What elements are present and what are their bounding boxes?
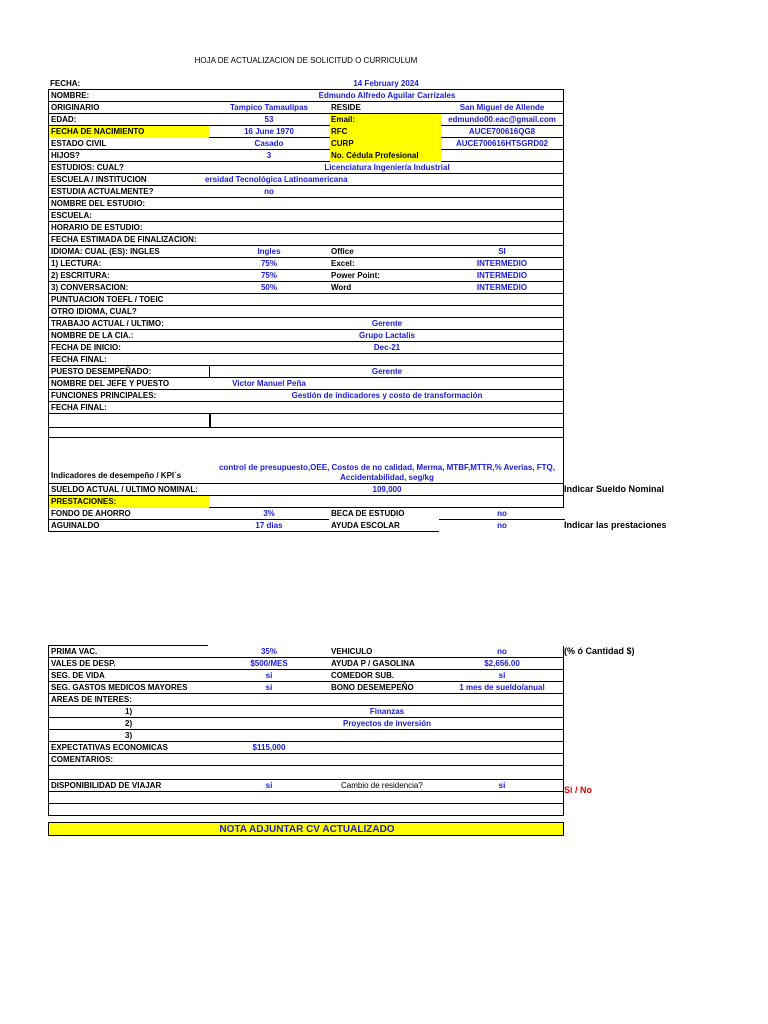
label-nombre: NOMBRE:: [51, 91, 90, 100]
row-nombre-estudio: [48, 198, 564, 210]
row-viajar: [48, 780, 564, 792]
value-edad[interactable]: 53: [264, 115, 274, 124]
value-lectura[interactable]: 75%: [260, 259, 277, 268]
row-idioma: [48, 246, 564, 258]
label-estudia: ESTUDIA ACTUALMENTE?: [51, 187, 154, 196]
label-email: Email:: [330, 114, 441, 126]
label-area2: 2): [125, 719, 133, 728]
value-viajar[interactable]: si: [265, 781, 273, 790]
row-nacimiento: [48, 126, 564, 138]
label-puesto: PUESTO DESEMPEÑADO:: [51, 367, 152, 376]
row-finalizacion: [48, 234, 564, 246]
value-vales[interactable]: $500/MES: [250, 659, 288, 668]
row-estudia: [48, 186, 564, 198]
value-area2[interactable]: Proyectos de inversión: [342, 719, 432, 728]
row-gastos: [48, 682, 564, 694]
label-nacimiento: FECHA DE NACIMIENTO: [49, 126, 209, 138]
label-gasolina: AYUDA P / GASOLINA: [331, 659, 415, 668]
label-civil: ESTADO CIVIL: [51, 139, 107, 148]
label-fecha: FECHA:: [50, 79, 81, 88]
form-table-bottom: [48, 646, 564, 836]
value-puesto[interactable]: Gerente: [371, 367, 403, 376]
row-jefe: [48, 378, 564, 390]
value-aguinaldo[interactable]: 17 dias: [255, 521, 283, 530]
value-civil[interactable]: Casado: [254, 139, 284, 148]
side-note-prestaciones: Indicar las prestaciones: [564, 520, 667, 530]
label-residencia: Cambio de residencia?: [341, 781, 423, 790]
row-escuela: [48, 174, 564, 186]
row-vales: [48, 658, 564, 670]
value-nombre[interactable]: Edmundo Alfredo Aguilar Carrizales: [318, 91, 456, 100]
row-blank4: [48, 792, 564, 804]
row-area1: [48, 706, 564, 718]
label-idioma: IDIOMA: CUAL (ES): INGLES: [51, 247, 160, 256]
row-aguinaldo: [48, 520, 564, 532]
label-gastos: SEG. GASTOS MEDICOS MAYORES: [51, 683, 188, 692]
value-originario[interactable]: Tampico Tamaulipas: [230, 103, 308, 112]
value-rfc[interactable]: AUCE700616QG8: [468, 127, 536, 136]
value-gastos[interactable]: si: [265, 683, 273, 692]
label-word: Word: [331, 283, 352, 292]
row-comentarios: [48, 754, 564, 766]
label-prestaciones: PRESTACIONES:: [49, 496, 209, 508]
label-aguinaldo: AGUINALDO: [51, 521, 100, 530]
row-final2: [48, 402, 564, 414]
label-inicio: FECHA DE INICIO:: [51, 343, 121, 352]
row-area2: [48, 718, 564, 730]
value-ahorro[interactable]: 3%: [263, 509, 275, 518]
value-beca[interactable]: no: [497, 509, 507, 518]
value-kpi-line2[interactable]: Accidentabilidad, seg/kg: [340, 473, 434, 482]
label-bono: BONO DESEMEPEÑO: [331, 683, 414, 692]
value-escuela[interactable]: ersidad Tecnológica Latinoamericana: [205, 175, 348, 184]
label-estudios: ESTUDIOS: CUAL?: [51, 163, 124, 172]
row-blank1: [48, 414, 564, 428]
row-final1: [48, 354, 564, 366]
row-blank5: [48, 804, 564, 816]
row-conversacion: [48, 282, 564, 294]
side-note-sueldo: Indicar Sueldo Nominal: [564, 484, 665, 494]
value-office[interactable]: SI: [498, 247, 506, 256]
row-kpi: [48, 438, 564, 484]
row-hijos: [48, 150, 564, 162]
row-prima: [48, 646, 564, 658]
label-kpi: Indicadores de desempeño / KPI´s: [51, 471, 182, 480]
label-curp: CURP: [330, 138, 441, 150]
page-title: HOJA DE ACTUALIZACION DE SOLICITUD O CURRICULUM: [194, 56, 418, 65]
row-expectativas: [48, 742, 564, 754]
row-nota: [48, 822, 564, 836]
label-vales: VALES DE DESP.: [51, 659, 116, 668]
value-residencia[interactable]: si: [498, 781, 506, 790]
label-horario: HORARIO DE ESTUDIO:: [51, 223, 143, 232]
value-hijos[interactable]: 3: [266, 151, 272, 160]
row-area3: [48, 730, 564, 742]
value-estudia[interactable]: no: [264, 187, 274, 196]
label-expectativas: EXPECTATIVAS ECONOMICAS: [51, 743, 168, 752]
label-otro-idioma: OTRO IDIOMA, CUAL?: [51, 307, 137, 316]
value-trabajo[interactable]: Gerente: [371, 319, 403, 328]
row-nombre: [48, 90, 564, 102]
value-inicio[interactable]: Dec-21: [373, 343, 401, 352]
label-escuela: ESCUELA / INSTITUCION: [51, 175, 147, 184]
value-prima[interactable]: 35%: [260, 647, 277, 656]
label-area1: 1): [125, 707, 133, 716]
row-blank2: [48, 428, 564, 438]
label-ayuda-escolar: AYUDA ESCOLAR: [331, 521, 400, 530]
value-jefe[interactable]: Victor Manuel Peña: [232, 379, 306, 388]
row-trabajo: [48, 318, 564, 330]
row-originario: [48, 102, 564, 114]
value-reside[interactable]: San Miguel de Allende: [459, 103, 545, 112]
label-trabajo: TRABAJO ACTUAL / ULTIMO:: [51, 319, 164, 328]
side-note-cantidad: (% ó Cantidad $): [564, 646, 635, 656]
value-ayuda-escolar[interactable]: no: [497, 521, 507, 530]
value-powerpoint[interactable]: INTERMEDIO: [476, 271, 528, 280]
row-ahorro: [48, 508, 564, 520]
value-escritura[interactable]: 75%: [260, 271, 277, 280]
label-ahorro: FONDO DE AHORRO: [51, 509, 131, 518]
value-curp[interactable]: AUCE700616HTSGRD02: [455, 139, 549, 148]
row-edad: [48, 114, 564, 126]
nota-text: NOTA ADJUNTAR CV ACTUALIZADO: [219, 824, 395, 835]
value-excel[interactable]: INTERMEDIO: [476, 259, 528, 268]
value-bono[interactable]: 1 mes de sueldo/anual: [459, 683, 545, 692]
label-rfc: RFC: [330, 126, 441, 138]
cell-divider: [209, 414, 211, 428]
label-comedor: COMEDOR SUB.: [331, 671, 395, 680]
row-cia: [48, 330, 564, 342]
row-escuela2: [48, 210, 564, 222]
label-office: Office: [331, 247, 354, 256]
label-vehiculo: VEHICULO: [331, 647, 373, 656]
label-escuela2: ESCUELA:: [51, 211, 92, 220]
row-fecha: [48, 78, 564, 90]
row-vida: [48, 670, 564, 682]
row-prestaciones: [48, 496, 564, 508]
label-reside: RESIDE: [331, 103, 361, 112]
row-inicio: [48, 342, 564, 354]
label-sueldo: SUELDO ACTUAL / ULTIMO NOMINAL:: [51, 485, 198, 494]
value-vehiculo[interactable]: no: [497, 647, 507, 656]
label-lectura: 1) LECTURA:: [51, 259, 102, 268]
label-cedula: No. Cédula Profesional: [330, 150, 441, 162]
label-cia: NOMBRE DE LA CIA.:: [51, 331, 134, 340]
label-vida: SEG. DE VIDA: [51, 671, 105, 680]
value-area1[interactable]: Finanzas: [369, 707, 405, 716]
side-note-si-no: Si / No: [564, 785, 593, 795]
row-funciones: [48, 390, 564, 402]
label-viajar: DISPONIBILIDAD DE VIAJAR: [51, 781, 162, 790]
value-estudios[interactable]: Licenciatura Ingeniería Industrial: [324, 163, 450, 172]
value-idioma[interactable]: Ingles: [257, 247, 281, 256]
row-toefl: [48, 294, 564, 306]
row-areas: [48, 694, 564, 706]
row-horario: [48, 222, 564, 234]
label-area3: 3): [125, 731, 133, 740]
label-funciones: FUNCIONES PRINCIPALES:: [51, 391, 157, 400]
label-prima: PRIMA VAC.: [51, 647, 98, 656]
value-fecha[interactable]: 14 February 2024: [353, 79, 419, 88]
value-word[interactable]: INTERMEDIO: [476, 283, 528, 292]
label-beca: BECA DE ESTUDIO: [331, 509, 405, 518]
label-finalizacion: FECHA ESTIMADA DE FINALIZACION:: [51, 235, 197, 244]
label-final1: FECHA FINAL:: [51, 355, 107, 364]
value-kpi-line1[interactable]: control de presupuesto,OEE, Costos de no calidad, Merma, MTBF,MTTR,% Averias, FTQ,: [219, 463, 555, 472]
label-conversacion: 3) CONVERSACION:: [51, 283, 129, 292]
row-escritura: [48, 270, 564, 282]
label-toefl: PUNTUACION TOEFL / TOEIC: [51, 295, 164, 304]
row-otro-idioma: [48, 306, 564, 318]
form-table-top: [48, 78, 564, 538]
label-comentarios: COMENTARIOS:: [51, 755, 114, 764]
label-nombre-estudio: NOMBRE DEL ESTUDIO:: [51, 199, 146, 208]
row-civil: [48, 138, 564, 150]
label-areas: AREAS DE INTERES:: [51, 695, 132, 704]
label-originario: ORIGINARIO: [51, 103, 100, 112]
label-hijos: HIJOS?: [51, 151, 80, 160]
value-nacimiento[interactable]: 16 June 1970: [244, 127, 294, 136]
label-final2: FECHA FINAL:: [51, 403, 107, 412]
label-escritura: 2) ESCRITURA:: [51, 271, 110, 280]
value-vida[interactable]: si: [265, 671, 273, 680]
row-sueldo: [48, 484, 564, 496]
value-cia[interactable]: Grupo Lactalis: [358, 331, 415, 340]
value-gasolina[interactable]: $2,656.00: [484, 659, 520, 668]
label-edad: EDAD:: [51, 115, 77, 124]
row-blank3: [48, 766, 564, 780]
label-powerpoint: Power Point:: [331, 271, 380, 280]
value-funciones[interactable]: Gestión de indicadores y costo de transformación: [291, 391, 483, 400]
row-puesto: [48, 366, 564, 378]
label-jefe: NOMBRE DEL JEFE Y PUESTO: [51, 379, 170, 388]
row-estudios: [48, 162, 564, 174]
row-line: [49, 531, 439, 532]
value-sueldo[interactable]: 109,000: [372, 485, 402, 494]
label-excel: Excel:: [331, 259, 355, 268]
row-lectura: [48, 258, 564, 270]
value-email[interactable]: edmundo00.eac@gmail.com: [448, 115, 556, 124]
value-conversacion[interactable]: 50%: [260, 283, 277, 292]
value-comedor[interactable]: si: [498, 671, 506, 680]
value-expectativas[interactable]: $115,000: [252, 743, 286, 752]
